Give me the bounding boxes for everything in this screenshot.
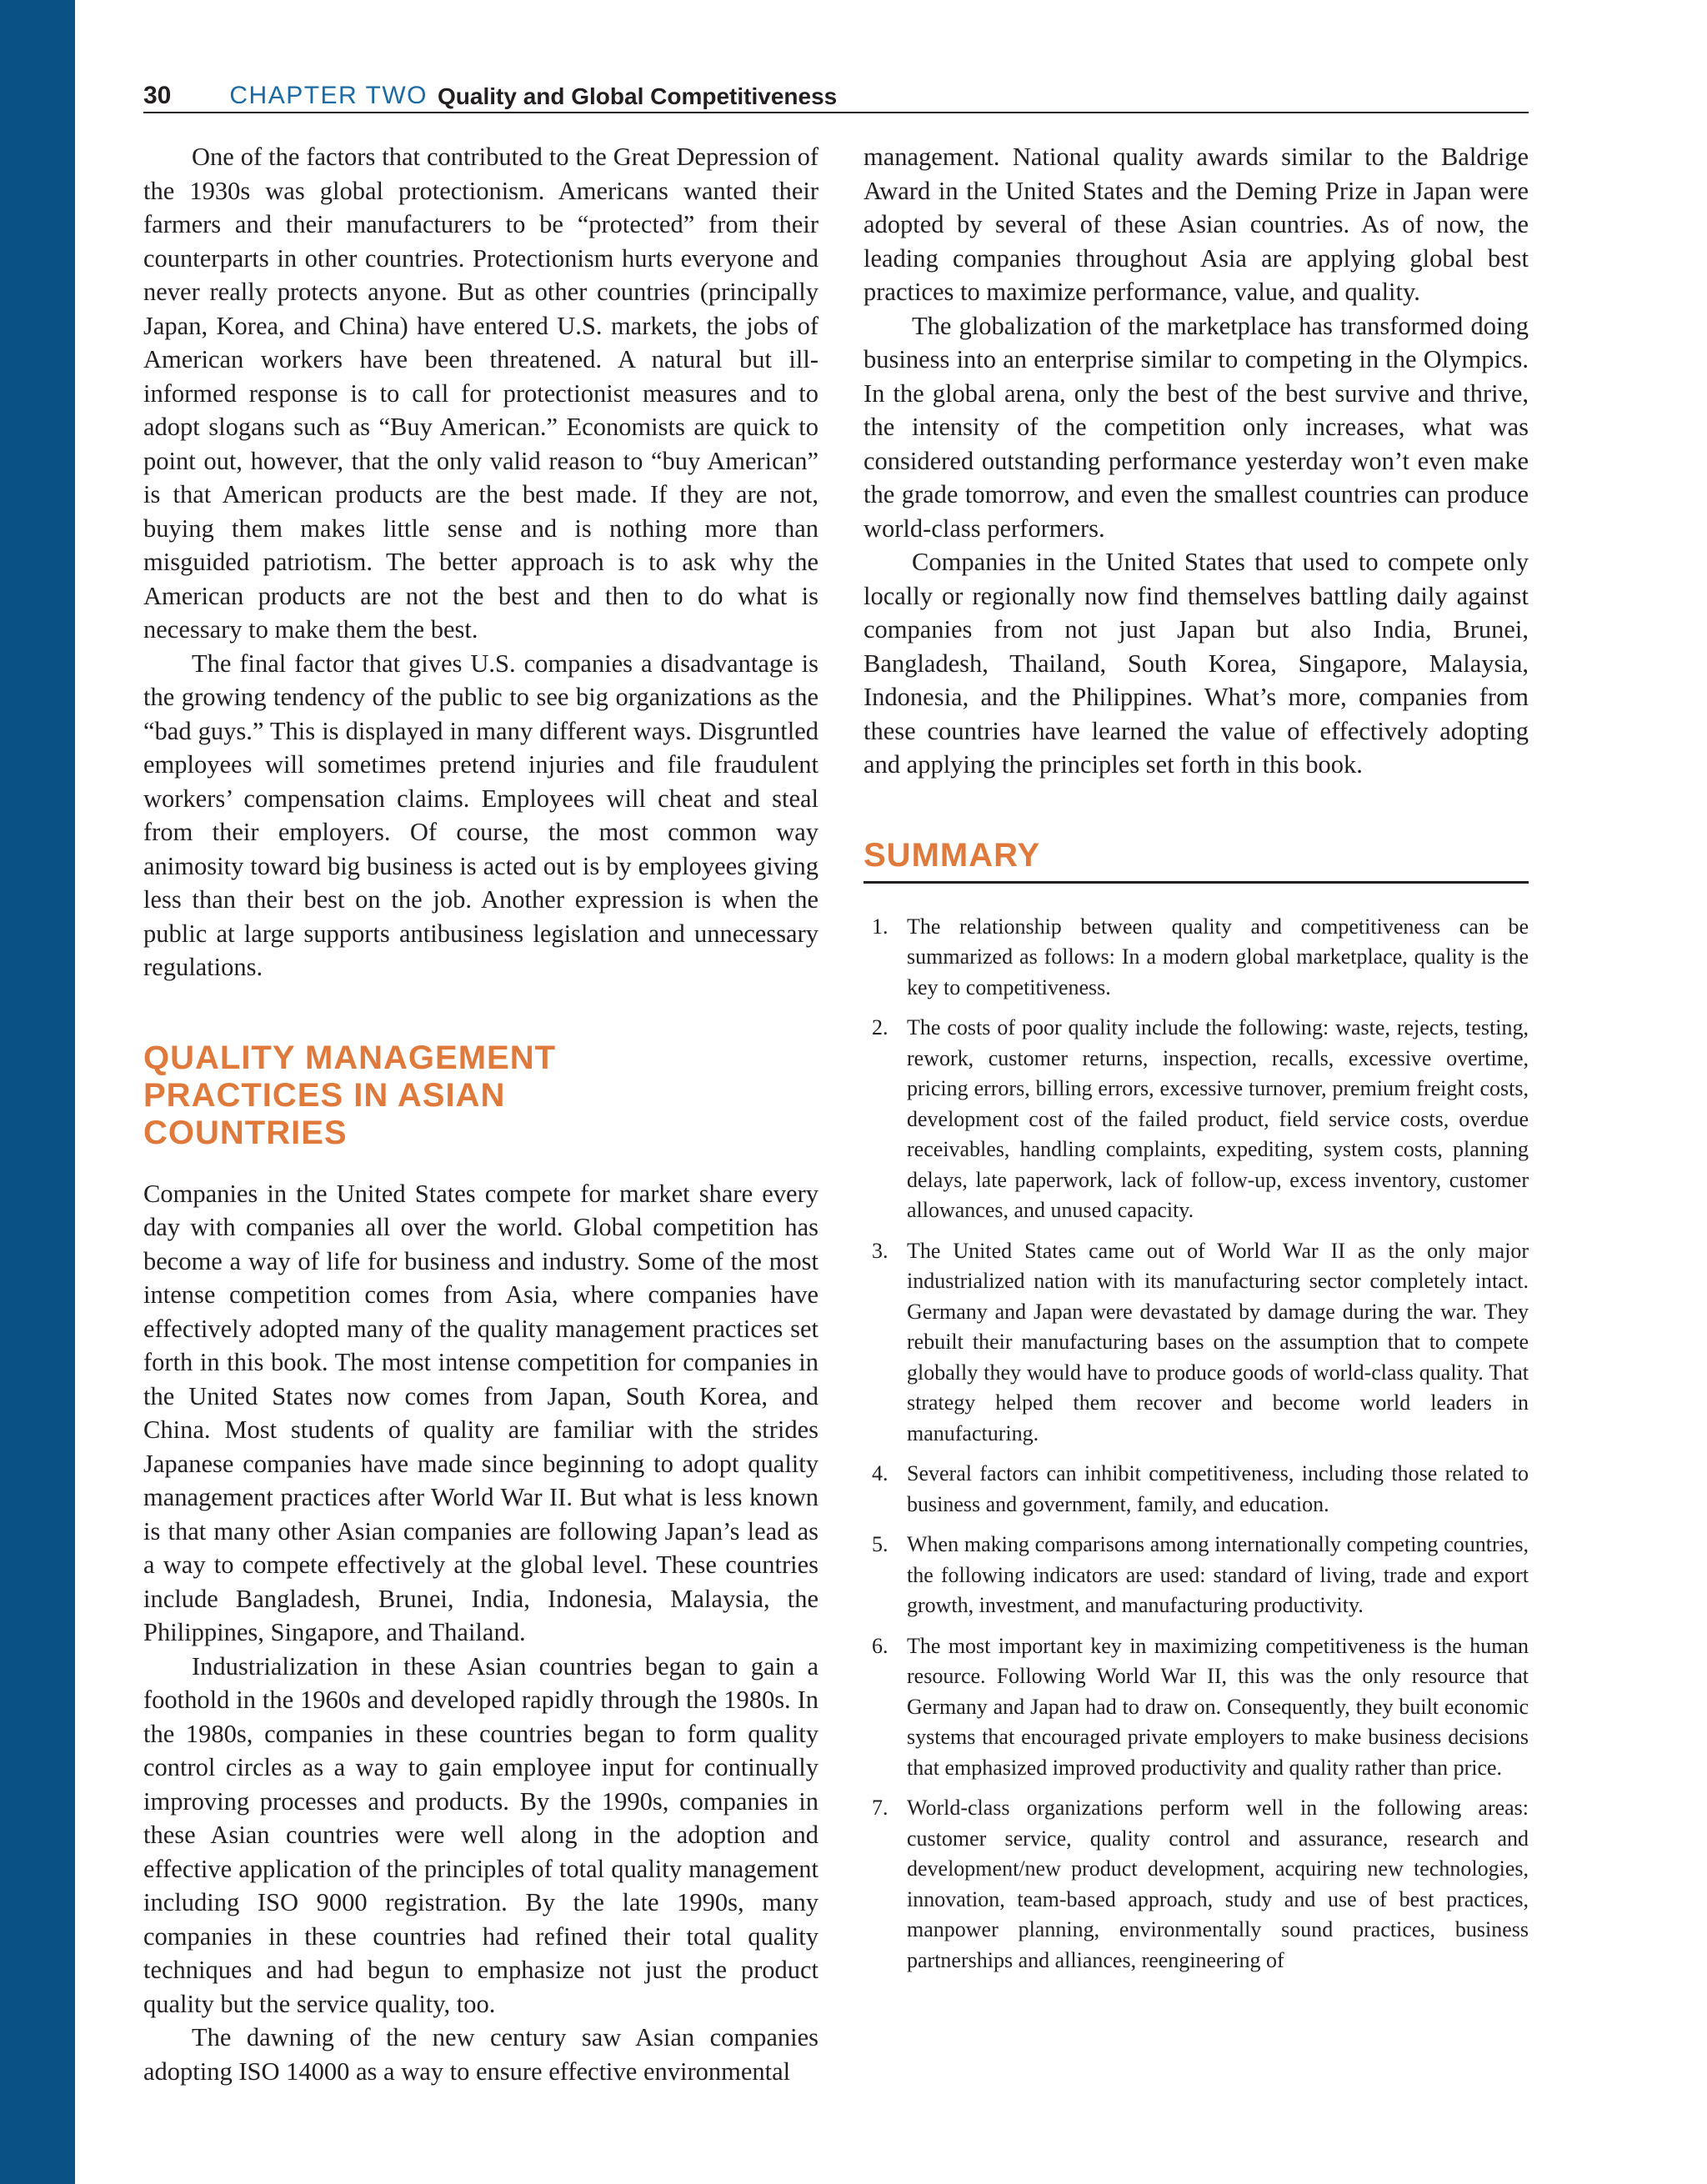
page-edge-color-bar: [0, 0, 75, 2184]
heading-line: QUALITY MANAGEMENT: [143, 1039, 557, 1076]
summary-item-number: 7.: [872, 1796, 889, 1820]
summary-item-number: 1.: [872, 914, 889, 939]
body-paragraph: Companies in the United States compete for market share every day with companies all over the world. Global competition has become a way of life for business and industry. Some of the most intense competition comes from Asia, where companies have effectively adopted many of the quality management practices set forth in this book. The most intense competition for companies in the United States now comes from Japan, South Korea, and China. Most students of quality are familiar with the strides Japanese companies have made since beginning to adopt quality management practices after World War II. But what is less known is that many other Asian companies are following Japan’s lead as a way to compete effectively at the global level. These countries include Bangladesh, Brunei, India, Indonesia, Malaysia, the Philippines, Singapore, and Thailand.: [143, 1179, 818, 1646]
summary-item-number: 3.: [872, 1238, 889, 1263]
body-paragraph: management. National quality awards similar to the Baldrige Award in the United States and the Deming Prize in Japan were adopted by several of these Asian countries. As of now, the leading companies throughout Asia are applying global best practices to maximize performance, value, and quality.: [864, 143, 1529, 306]
chapter-title: Quality and Global Competitiveness: [438, 83, 838, 109]
body-paragraph: Industrialization in these Asian countries began to gain a foothold in the 1960s and developed rapidly through the 1980s. In the 1980s, companies in these countries began to form quality control circles as a way to gain employee input for continually improving processes and products. By the 1990s, companies in these Asian countries were well along in the adoption and effective application of the principles of total quality management including ISO 9000 registration. By the late 1990s, many companies in these countries had refined their total quality techniques and had begun to emphasize not just the product quality but the service quality, too.: [143, 1651, 818, 2018]
summary-item: [864, 1793, 1529, 1976]
summary-item-number: 4.: [872, 1461, 889, 1485]
left-column: [143, 140, 818, 2088]
page-number: 30: [143, 82, 172, 109]
summary-item-text: World-class organizations perform well in the following areas: customer service, quality control and assurance, research and development/new product development, acquiring new technologies, innovation, team-based approach, study and use of best practices, manpower planning, environmentally sound practices, business partnerships and alliances, reengineering of: [907, 1796, 1529, 1972]
summary-item: [864, 1013, 1529, 1226]
summary-item-text: The United States came out of World War II as the only major industrialized nation with its manufacturing sector completely intact. Germany and Japan were devastated by damage during the war. They rebuilt their manufacturing bases on the assumption that to compete globally they would have to produce goods of world-class quality. That strategy helped them recover and become world leaders in manufacturing.: [907, 1238, 1529, 1445]
summary-item-text: The most important key in maximizing competitiveness is the human resource. Following World War II, this was the only resource that Germany and Japan had to draw on. Consequently, they built economic systems that encouraged private employers to make business decisions that emphasized improved productivity and quality rather than price.: [907, 1633, 1529, 1780]
summary-item-number: 5.: [872, 1532, 889, 1556]
summary-item-text: The costs of poor quality include the following: waste, rejects, testing, rework, customer returns, inspection, recalls, excessive overtime, pricing errors, billing errors, excessive turnover, premium freight costs, development cost of the failed product, field service costs, overdue receivables, handling complaints, expediting, system costs, planning delays, late paperwork, lack of follow-up, excess inventory, customer allowances, and unused capacity.: [907, 1015, 1529, 1222]
summary-item: [864, 912, 1529, 1004]
summary-item-text: The relationship between quality and competitiveness can be summarized as follows: In a modern global marketplace, quality is the key to competitiveness.: [907, 914, 1529, 999]
running-header: [143, 77, 1529, 113]
heading-line: COUNTRIES: [143, 1114, 348, 1151]
body-paragraph: The globalization of the marketplace has transformed doing business into an enterprise similar to competing in the Olympics. In the global arena, only the best of the best survive and thrive, the intensity of the competition only increases, what was considered outstanding performance yesterday won’t even make the grade tomorrow, and even the smallest countries can produce world-class performers.: [864, 311, 1529, 543]
summary-item-number: 6.: [872, 1633, 889, 1658]
summary-item-text: Several factors can inhibit competitiveness, including those related to business and government, family, and education.: [907, 1461, 1529, 1516]
summary-item: [864, 1459, 1529, 1520]
body-paragraph: Companies in the United States that used to compete only locally or regionally now find themselves battling daily against companies from not just Japan but also India, Brunei, Bangladesh, Thailand, South Korea, Singapore, Malaysia, Indonesia, and the Philippines. What’s more, companies from these countries have learned the value of effectively adopting and applying the principles set forth in this book.: [864, 548, 1529, 779]
right-column: [864, 140, 1529, 1986]
summary-item: [864, 1530, 1529, 1621]
body-paragraph: The dawning of the new century saw Asian companies adopting ISO 14000 as a way to ensure effective environmental: [143, 2023, 818, 2086]
section-heading-asian-quality: [143, 1039, 818, 1152]
summary-item-text: When making comparisons among internationally competing countries, the following indicators are used: standard of living, trade and export growth, investment, and manufacturing productivity.: [907, 1532, 1529, 1617]
summary-item-number: 2.: [872, 1015, 889, 1039]
summary-list: [864, 912, 1529, 1976]
summary-item: [864, 1236, 1529, 1450]
body-paragraph: One of the factors that contributed to the Great Depression of the 1930s was global protectionism. Americans wanted their farmers and their manufacturers to be “protected” from their counterparts in other countries. Protectionism hurts everyone and never really protects anyone. But as other countries (principally Japan, Korea, and China) have entered U.S. markets, the jobs of American workers have been threatened. A natural but ill-informed response is to call for protectionist measures and to adopt slogans such as “Buy American.” Economists are quick to point out, however, that the only valid reason to “buy American” is that American products are the best made. If they are not, buying them makes little sense and is nothing more than misguided patriotism. The better approach is to ask why the American products are not the best and then to do what is necessary to make them the best.: [143, 143, 818, 644]
chapter-label: CHAPTER TWO: [229, 82, 428, 109]
heading-line: PRACTICES IN ASIAN: [143, 1076, 506, 1114]
summary-item: [864, 1631, 1529, 1784]
summary-heading: SUMMARY: [864, 837, 1529, 884]
body-paragraph: The final factor that gives U.S. companies a disadvantage is the growing tendency of the public to see big organizations as the “bad guys.” This is displayed in many different ways. Disgruntled employees will sometimes pretend injuries and file fraudulent workers’ compensation claims. Employees will cheat and steal from their employers. Of course, the most common way animosity toward big business is acted out is by employees giving less than their best on the job. Another expression is when the public at large supports antibusiness legislation and unnecessary regulations.: [143, 649, 818, 981]
